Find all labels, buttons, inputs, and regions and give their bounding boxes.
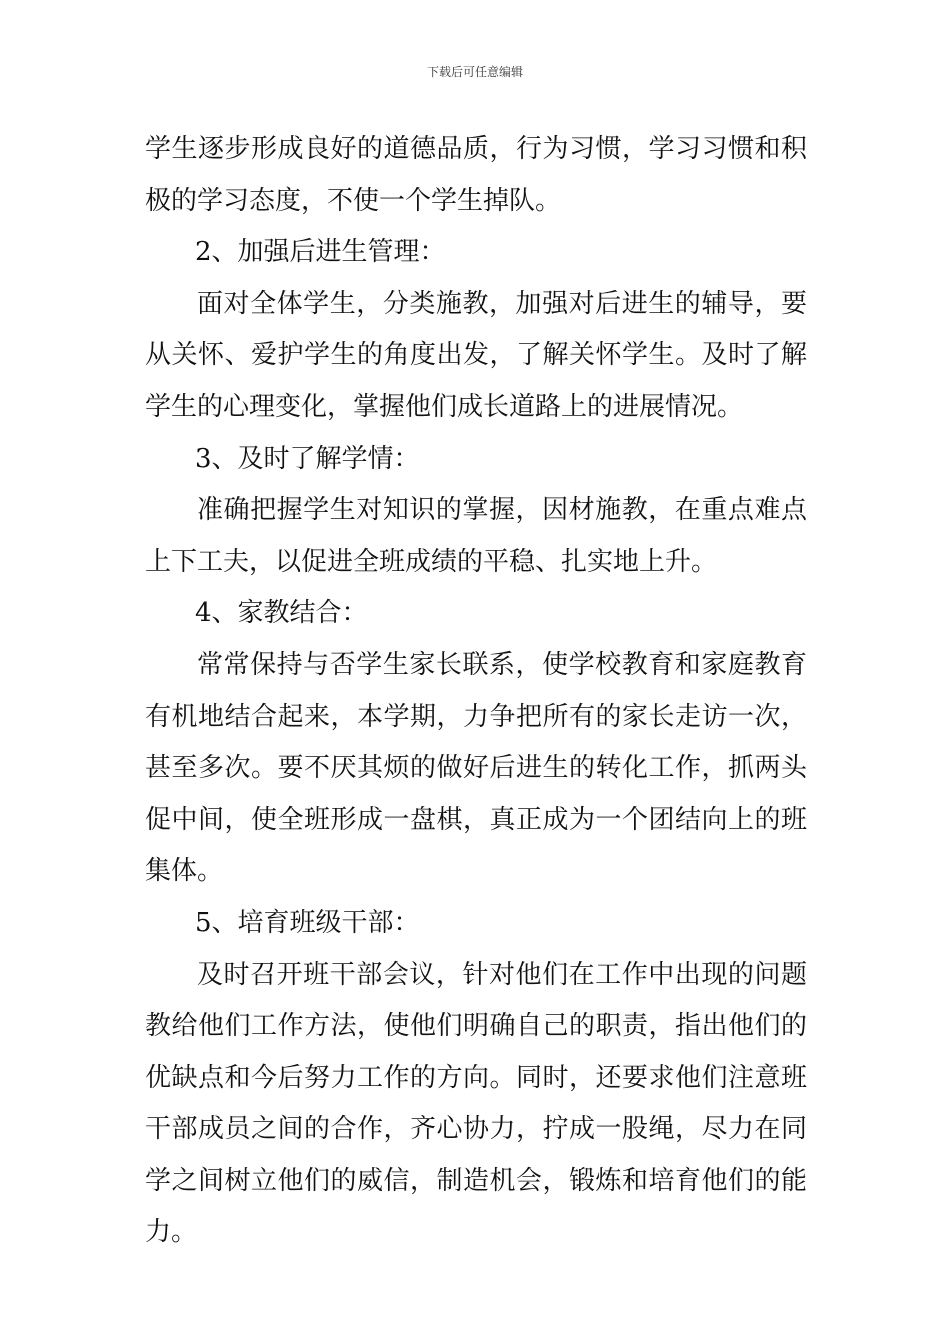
text-line: 力。 bbox=[145, 1217, 198, 1248]
section-heading: 4、家教结合： bbox=[195, 598, 368, 629]
page-header: 下载后可任意编辑 bbox=[426, 65, 523, 79]
section-heading: 2、加强后进生管理： bbox=[195, 237, 446, 268]
text-line: 准确把握学生对知识的掌握，因材施教，在重点难点 bbox=[197, 495, 807, 526]
text-line: 从关怀、爱护学生的角度出发，了解关怀学生。及时了解 bbox=[145, 340, 807, 371]
text-line: 极的学习态度，不使一个学生掉队。 bbox=[145, 185, 562, 216]
text-line: 集体。 bbox=[145, 856, 224, 887]
text-line: 促中间，使全班形成一盘棋，真正成为一个团结向上的班 bbox=[145, 804, 807, 835]
text-line: 及时召开班干部会议，针对他们在工作中出现的问题 bbox=[197, 959, 807, 990]
text-line: 学生逐步形成良好的道德品质，行为习惯，学习习惯和积 bbox=[145, 134, 807, 164]
text-line: 教给他们工作方法，使他们明确自己的职责，指出他们的 bbox=[145, 1011, 807, 1042]
text-line: 有机地结合起来，本学期，力争把所有的家长走访一次， bbox=[145, 701, 807, 732]
text-line: 干部成员之间的合作，齐心协力，拧成一股绳，尽力在同 bbox=[145, 1114, 807, 1145]
text-line: 学之间树立他们的威信，制造机会，锻炼和培育他们的能 bbox=[145, 1165, 807, 1196]
section-heading: 5、培育班级干部： bbox=[195, 907, 420, 938]
body-text bbox=[145, 124, 807, 1259]
text-line: 常常保持与否学生家长联系，使学校教育和家庭教育 bbox=[197, 649, 807, 680]
text-line: 学生的心理变化，掌握他们成长道路上的进展情况。 bbox=[145, 391, 744, 422]
section-heading: 3、及时了解学情： bbox=[195, 443, 420, 474]
text-line: 面对全体学生，分类施教，加强对后进生的辅导，要 bbox=[197, 288, 807, 319]
text-line: 上下工夫，以促进全班成绩的平稳、扎实地上升。 bbox=[145, 546, 718, 577]
text-line: 甚至多次。要不厌其烦的做好后进生的转化工作，抓两头 bbox=[145, 753, 807, 784]
text-line: 优缺点和今后努力工作的方向。同时，还要求他们注意班 bbox=[145, 1062, 807, 1093]
